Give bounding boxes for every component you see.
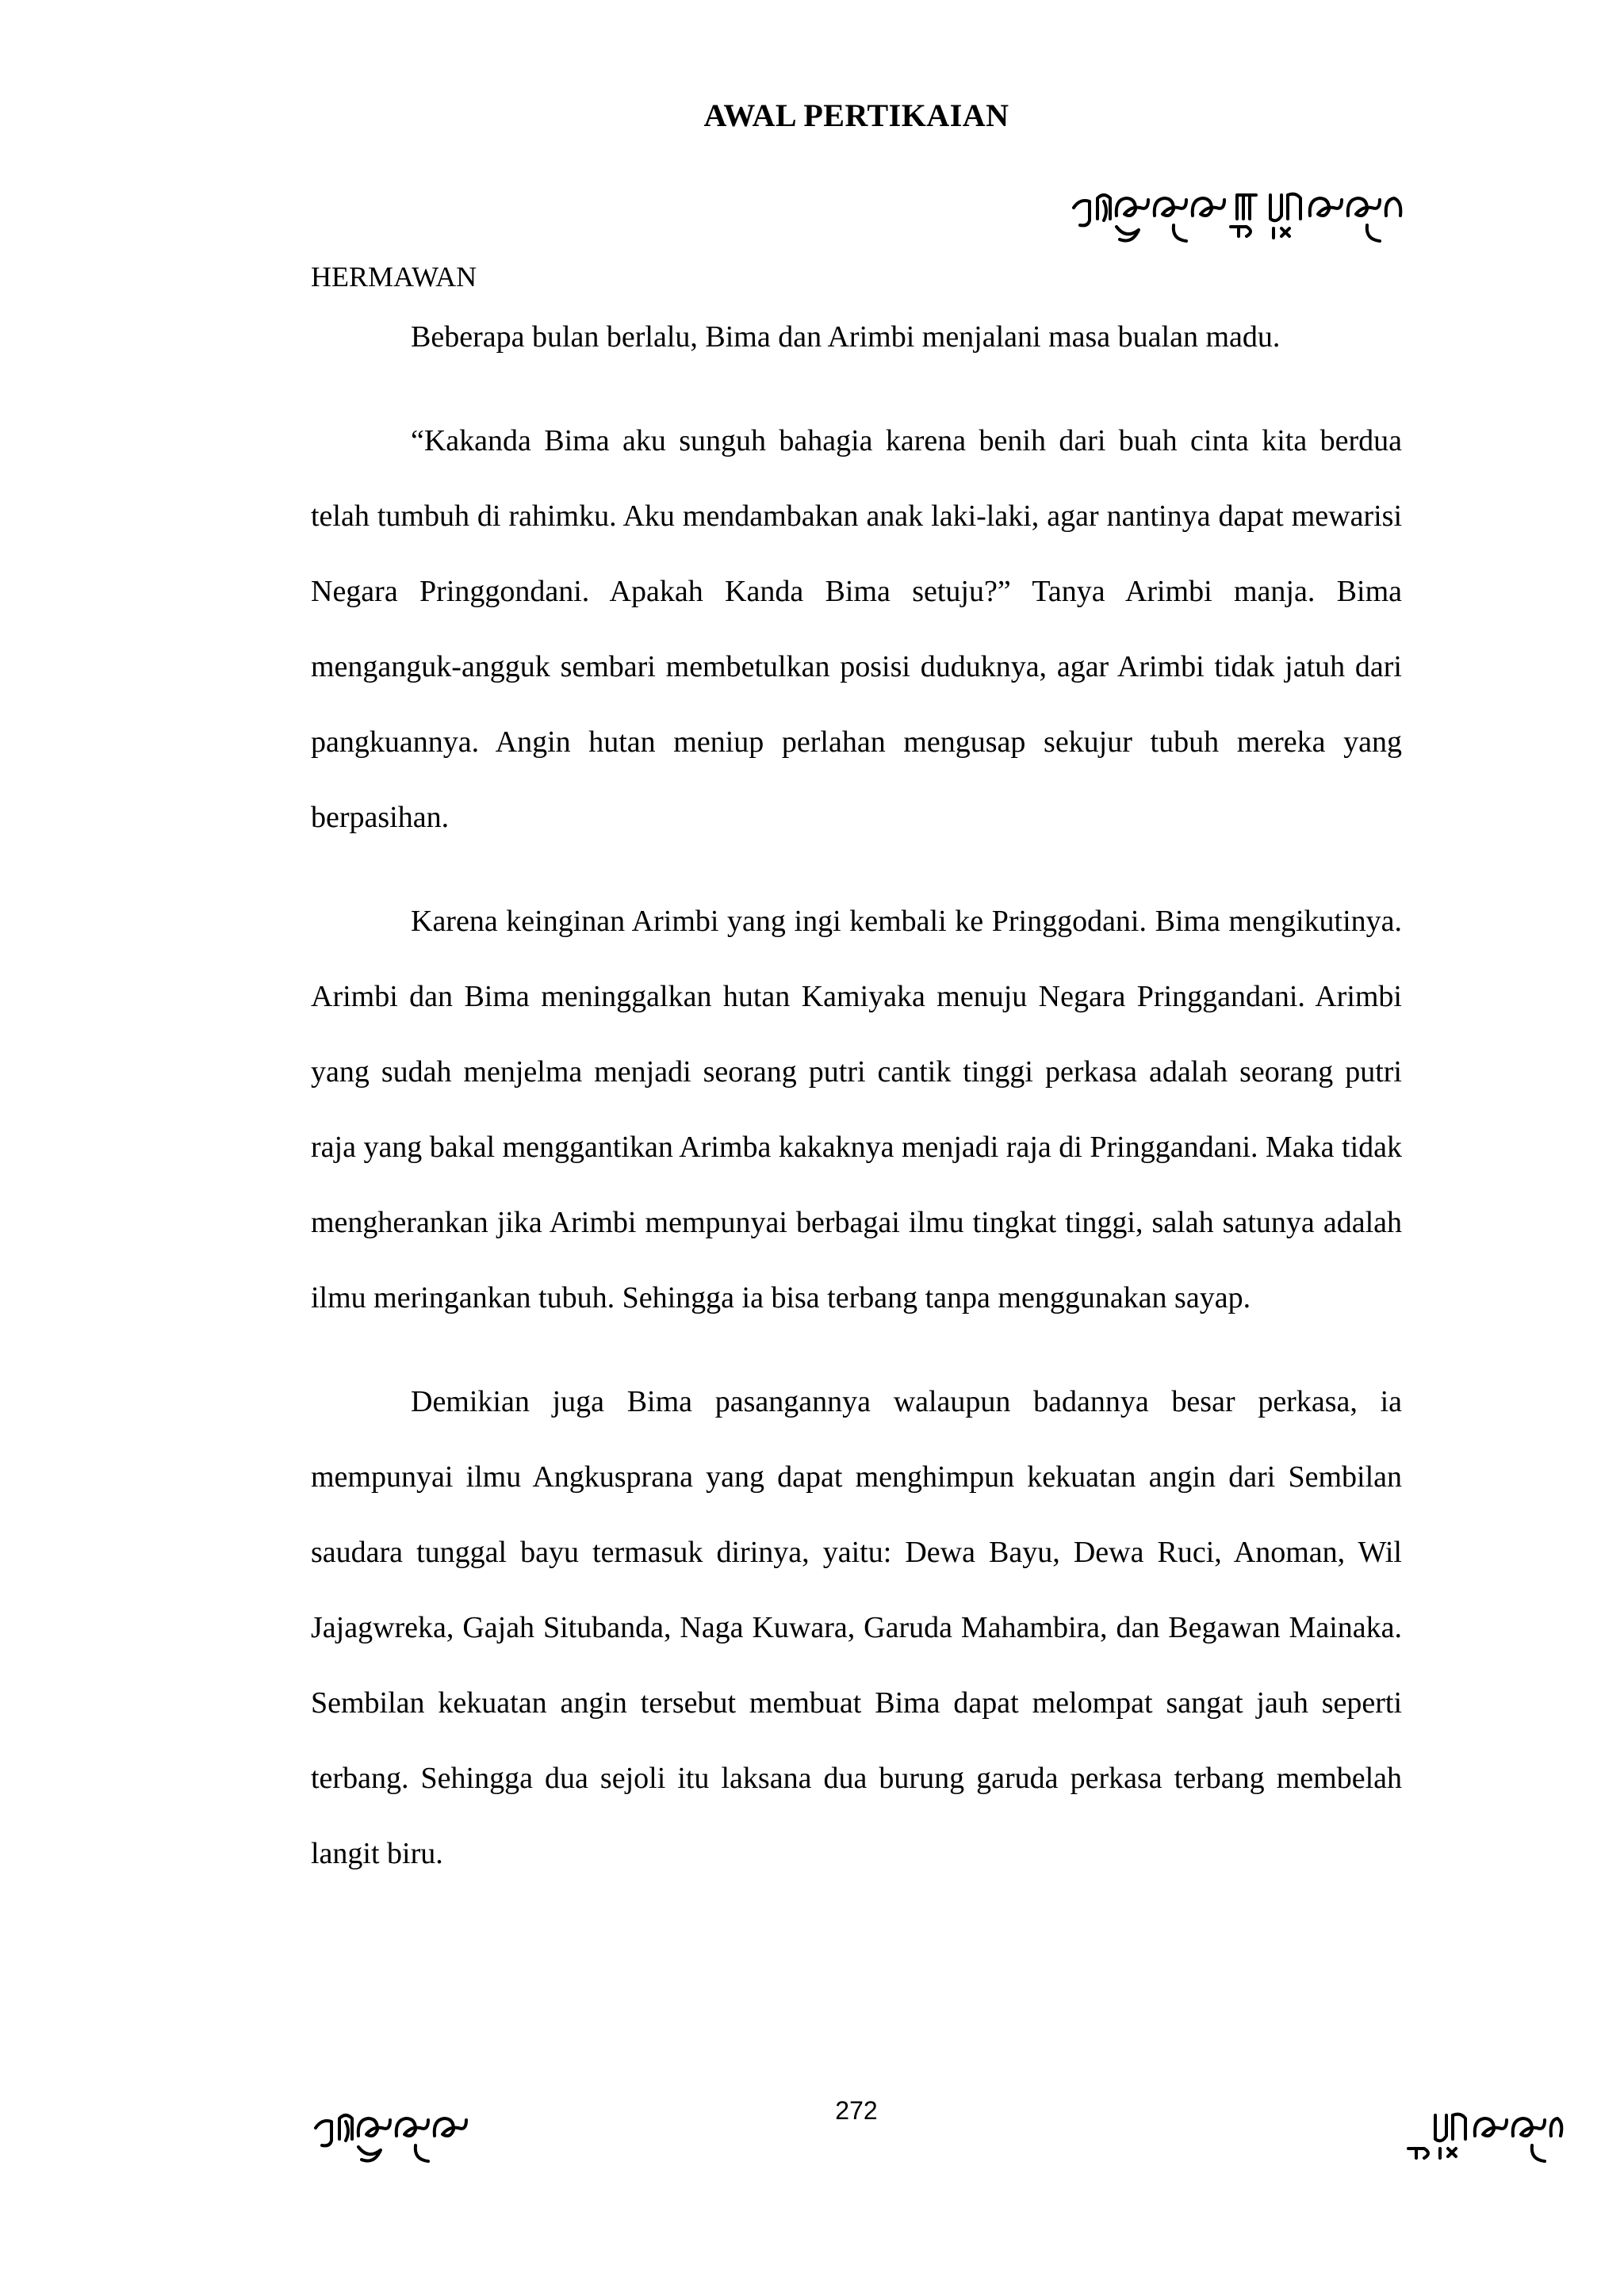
- page-title: AWAL PERTIKAIAN: [703, 98, 1009, 133]
- javanese-script-header: [1069, 184, 1405, 249]
- paragraph-2: “Kakanda Bima aku sunguh bahagia karena benih dari buah cinta kita berdua telah tumbuh di rahimku. Aku mendambakan anak laki-laki, agar nantinya dapat mewarisi Negara Pringgondani. Apakah Kanda Bima setuju?” Tanya Arimbi manja. Bima menganguk-angguk sembari membetulkan posisi duduknya, agar Arimbi tidak jatuh dari pangkuannya. Angin hutan meniup perlahan mengusap sekujur tubuh mereka yang berpasihan.: [311, 424, 1402, 834]
- javanese-script-footer-left: [311, 2104, 485, 2169]
- paragraph-4: Demikian juga Bima pasangannya walaupun badannya besar perkasa, ia mempunyai ilmu Angkusprana yang dapat menghimpun kekuatan angin dari Sembilan saudara tunggal bayu termasuk dirinya, yaitu: Dewa Bayu, Dewa Ruci, Anoman, Wil Jajagwreka, Gajah Situbanda, Naga Kuwara, Garuda Mahambira, dan Begawan Mainaka. Sembilan kekuatan angin tersebut membuat Bima dapat melompat sangat jauh seperti terbang. Sehingga dua sejoli itu laksana dua burung garuda perkasa terbang membelah langit biru.: [311, 1385, 1402, 1870]
- page-number: 272: [835, 2096, 878, 2125]
- paragraph-3: Karena keinginan Arimbi yang ingi kembali ke Pringgodani. Bima mengikutinya. Arimbi dan Bima meninggalkan hutan Kamiyaka menuju Negara Pringgandani. Arimbi yang sudah menjelma menjadi seorang putri cantik tinggi perkasa adalah seorang putri raja yang bakal menggantikan Arimba kakaknya menjadi raja di Pringgandani. Maka tidak mengherankan jika Arimbi mempunyai berbagai ilmu tingkat tinggi, salah satunya adalah ilmu meringankan tubuh. Sehingga ia bisa terbang tanpa menggunakan sayap.: [311, 905, 1402, 1314]
- paragraph-1: Beberapa bulan berlalu, Bima dan Arimbi menjalani masa bualan madu.: [411, 320, 1281, 354]
- body-text: [311, 300, 1402, 1920]
- author-name: HERMAWAN: [311, 261, 477, 293]
- javanese-script-footer-right: [1405, 2104, 1564, 2169]
